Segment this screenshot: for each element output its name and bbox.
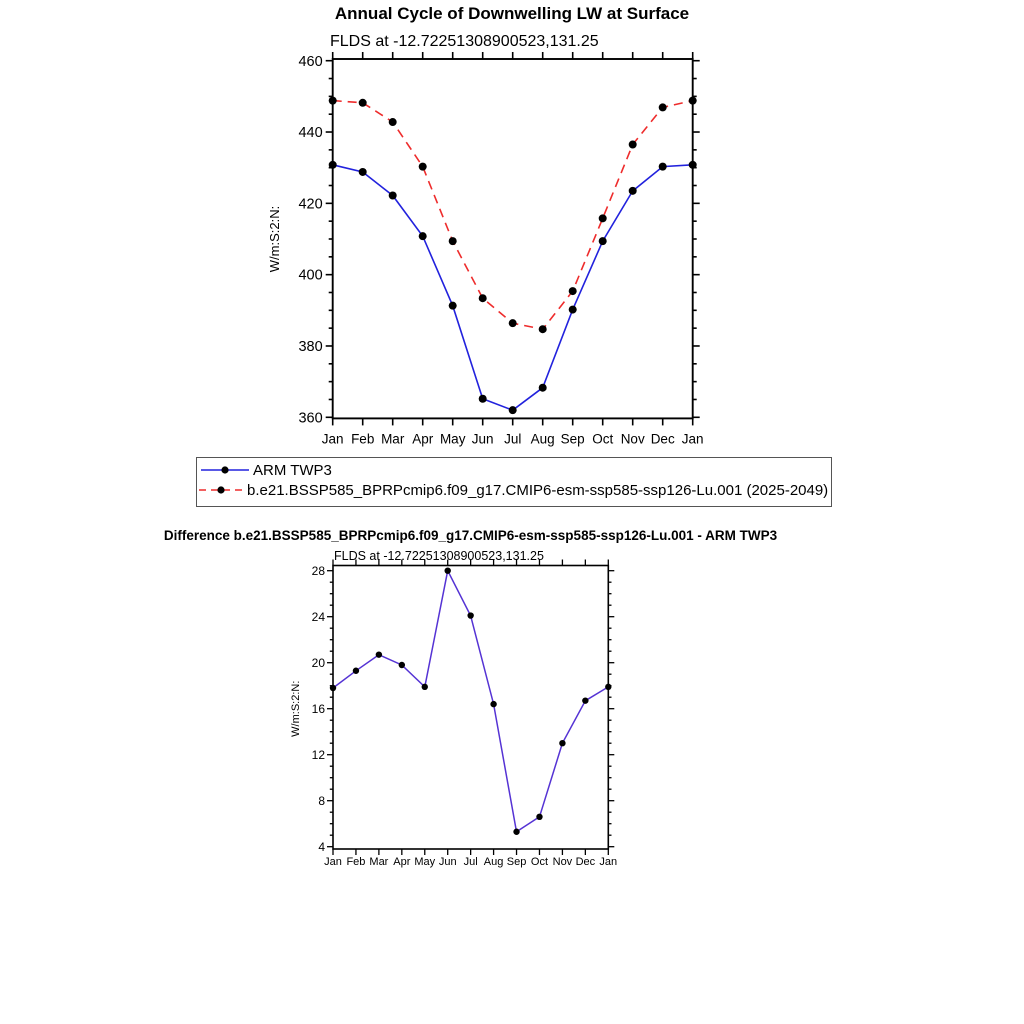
y-tick-label: 16 [311, 701, 325, 716]
legend-label-model: b.e21.BSSP585_BPRPcmip6.f09_g17.CMIP6-esm-ssp585-ssp126-Lu.001 (2025-2049) [247, 482, 829, 499]
data-point [467, 612, 473, 618]
data-point [353, 668, 359, 674]
data-point [445, 568, 451, 574]
legend-box [196, 457, 832, 507]
month-label: May [414, 856, 436, 868]
data-point [359, 168, 367, 176]
y-tick-label: 440 [298, 125, 323, 142]
month-label: Dec [650, 431, 675, 447]
data-point [539, 384, 547, 392]
y-tick-label: 400 [298, 267, 323, 284]
data-point [359, 99, 367, 107]
data-point [329, 97, 337, 105]
month-label: Mar [369, 856, 389, 868]
legend-marker [221, 466, 228, 473]
y-tick-label: 28 [311, 563, 325, 578]
data-point [582, 697, 588, 703]
plot-frame [333, 59, 693, 418]
y-tick-label: 8 [318, 793, 325, 808]
data-point [479, 294, 487, 302]
data-point [536, 814, 542, 820]
month-label: Sep [560, 431, 585, 447]
data-point [539, 325, 547, 333]
y-tick-label: 420 [298, 196, 323, 213]
y-tick-label: 360 [298, 410, 323, 427]
month-label: Nov [620, 431, 645, 447]
month-label: Mar [381, 431, 405, 447]
data-point [419, 232, 427, 240]
data-point [599, 214, 607, 222]
month-label: Aug [530, 431, 555, 447]
data-point [659, 163, 667, 171]
series-line-1 [333, 101, 693, 330]
month-label: May [439, 431, 466, 447]
data-point [629, 141, 637, 149]
month-label: Jan [681, 431, 704, 447]
data-point [376, 651, 382, 657]
data-point [422, 684, 428, 690]
plot-frame [333, 566, 608, 850]
chart1-title: Annual Cycle of Downwelling LW at Surface [334, 4, 690, 23]
month-label: Jul [463, 856, 478, 868]
y-tick-label: 460 [298, 53, 323, 70]
chart2-title: Difference b.e21.BSSP585_BPRPcmip6.f09_g17.CMIP6-esm-ssp585-ssp126-Lu.001 - ARM TWP3 [163, 528, 778, 543]
month-label: Feb [346, 856, 366, 868]
month-label: Jan [324, 856, 342, 868]
month-label: Sep [506, 856, 527, 868]
series-line-0 [333, 571, 608, 832]
data-point [449, 237, 457, 245]
data-point [599, 237, 607, 245]
y-tick-label: 12 [311, 747, 325, 762]
data-point [330, 685, 336, 691]
data-point [605, 684, 611, 690]
month-label: Oct [592, 431, 614, 447]
month-label: Jun [438, 856, 457, 868]
data-point [659, 103, 667, 111]
data-point [419, 163, 427, 171]
data-point [569, 306, 577, 314]
data-point [559, 740, 565, 746]
month-label: Apr [412, 431, 434, 447]
month-label: Aug [483, 856, 504, 868]
month-label: Oct [530, 856, 549, 868]
data-point [569, 287, 577, 295]
data-point [399, 662, 405, 668]
month-label: Nov [552, 856, 573, 868]
data-point [449, 302, 457, 310]
month-label: Jan [321, 431, 344, 447]
data-point [689, 97, 697, 105]
y-axis-label: W/m:S:2:N: [267, 205, 282, 273]
data-point [329, 161, 337, 169]
y-tick-label: 380 [298, 339, 323, 356]
month-label: Feb [351, 431, 375, 447]
legend-label-arm-twp3: ARM TWP3 [253, 462, 332, 479]
data-point [513, 829, 519, 835]
legend-line-sample-model [199, 482, 247, 498]
data-point [389, 191, 397, 199]
legend-marker [217, 486, 224, 493]
data-point [629, 187, 637, 195]
y-tick-label: 20 [311, 655, 325, 670]
data-point [479, 395, 487, 403]
legend-line-sample-arm [200, 462, 252, 478]
y-tick-label: 4 [318, 839, 325, 854]
month-label: Jan [599, 856, 618, 868]
month-label: Apr [393, 856, 411, 868]
series-line-0 [333, 165, 693, 410]
y-tick-label: 24 [311, 609, 325, 624]
chart1-subtitle: FLDS at -12.72251308900523,131.25 [330, 33, 599, 50]
data-point [389, 118, 397, 126]
data-point [490, 701, 496, 707]
month-label: Jun [471, 431, 494, 447]
month-label: Dec [575, 856, 596, 868]
data-point [689, 161, 697, 169]
data-point [509, 319, 517, 327]
y-axis-label: W/m:S:2:N: [290, 680, 302, 737]
month-label: Jul [504, 431, 522, 447]
chart2-subtitle: FLDS at -12.72251308900523,131.25 [334, 549, 544, 563]
data-point [509, 406, 517, 414]
